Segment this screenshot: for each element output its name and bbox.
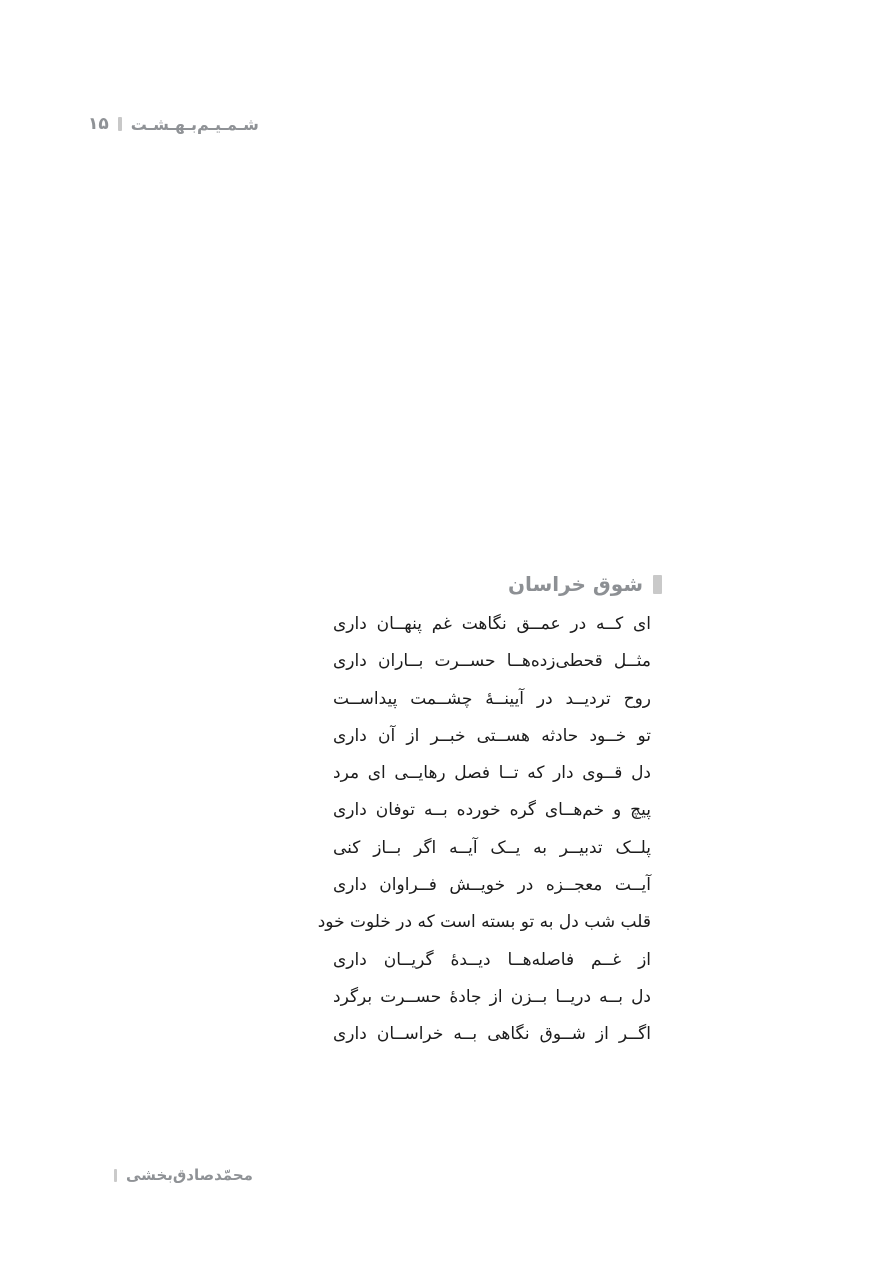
page-number: ۱۵ [88,114,109,134]
page-footer [114,1162,253,1188]
poem-line: دل بــه دریــا بــزن از جادهٔ حســرت برگرد [333,986,651,1007]
book-title: شـمـیـم‌بـهـشـت [130,114,259,134]
footer-separator-bar [114,1169,117,1182]
poem-line: آیــت معجــزه در خویــش فــراوان داری [333,875,651,896]
author-name: محمّدصادق‌بخشی [126,1166,253,1184]
poem-title-marker-icon [653,575,662,594]
page-header [88,110,259,138]
poem-line: اگــر از شــوق نگاهی بــه خراســان داری [333,1024,651,1045]
poem-body [317,606,651,1054]
header-separator-bar [118,117,122,131]
poem-line: پلــک تدبیــر به یــک آیــه اگر بــاز کنی [333,837,651,858]
poem-line: پیچ و خم‌هــای گره خورده بــه توفان داری [333,800,651,821]
poem-line: قلب شب دل به تو بسته است که در خلوت خود [317,912,651,933]
poem-line: ای کــه در عمــق نگاهت غم پنهــان داری [333,614,651,634]
poem-line: از غــم فاصله‌هــا دیــدهٔ گریــان داری [333,949,651,970]
poem-line: تو خــود حادثه هســتی خبــر از آن داری [333,725,651,746]
poem-line: مثــل قحطی‌زده‌هــا حســرت بــاران داری [333,651,651,672]
poem-line: دل قــوی دار که تــا فصل رهایــی ای مرد [333,763,651,784]
poem-title-row [508,570,662,598]
poem-line: روح تردیــد در آیینــهٔ چشــمت پیداســت [333,688,651,709]
poem-title: شوق خراسان [507,572,643,596]
